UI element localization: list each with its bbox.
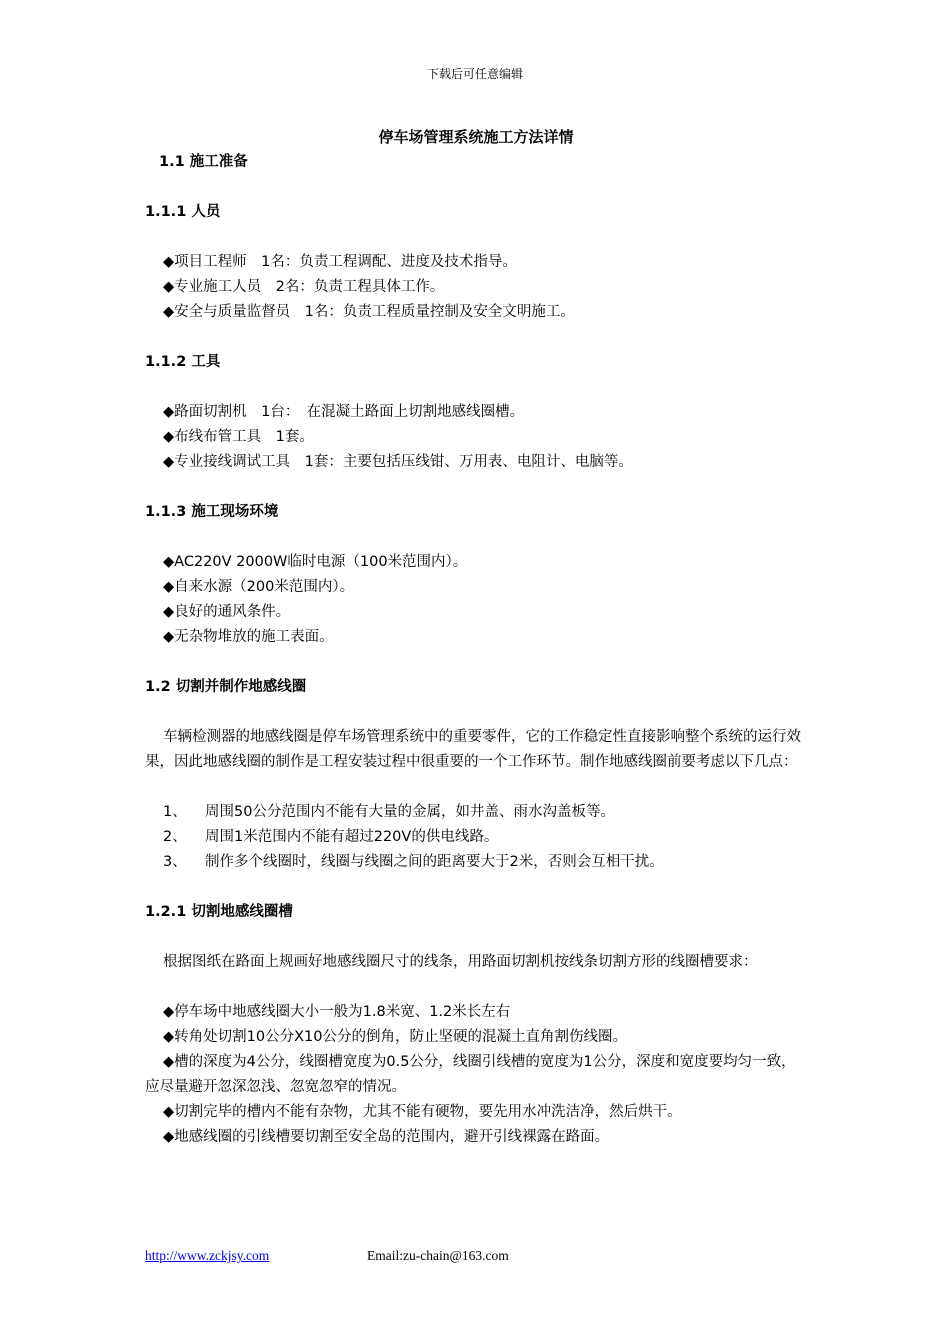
list-item: ◆转角处切割10公分X10公分的倒角，防止坚硬的混凝土直角割伤线圈。 bbox=[163, 1029, 627, 1045]
list-item: ◆槽的深度为4公分，线圈槽宽度为0.5公分，线圈引线槽的宽度为1公分，深度和宽度要均匀一致，应尽量避开忽深忽浅、忽宽忽窄的情况。 bbox=[145, 1054, 796, 1095]
document-body bbox=[145, 124, 807, 1150]
numbered-item bbox=[145, 850, 807, 875]
list-item: ◆AC220V 2000W临时电源（100米范围内）。 bbox=[163, 554, 468, 570]
list-item: ◆专业接线调试工具 1套：主要包括压线钳、万用表、电阻计、电脑等。 bbox=[163, 454, 633, 470]
item-number: 3、 bbox=[163, 854, 187, 870]
item-text: 周围50公分范围内不能有大量的金属，如井盖、雨水沟盖板等。 bbox=[205, 804, 615, 820]
list-item: ◆无杂物堆放的施工表面。 bbox=[163, 629, 334, 645]
list-item: ◆停车场中地感线圈大小一般为1.8米宽、1.2米长左右 bbox=[163, 1004, 511, 1020]
section-heading-1-2: 1.2 切割并制作地感线圈 bbox=[145, 679, 307, 695]
list-item: ◆安全与质量监督员 1名：负责工程质量控制及安全文明施工。 bbox=[163, 304, 575, 320]
list-item: ◆良好的通风条件。 bbox=[163, 604, 291, 620]
item-number: 2、 bbox=[163, 829, 187, 845]
list-item: ◆自来水源（200米范围内）。 bbox=[163, 579, 355, 595]
numbered-item bbox=[145, 800, 807, 825]
list-item: ◆地感线圈的引线槽要切割至安全岛的范围内，避开引线裸露在路面。 bbox=[163, 1129, 610, 1145]
section-heading-1-1-3: 1.1.3 施工现场环境 bbox=[145, 504, 279, 520]
item-text: 制作多个线圈时，线圈与线圈之间的距离要大于2米，否则会互相干扰。 bbox=[205, 854, 664, 870]
document-title: 停车场管理系统施工方法详情 bbox=[378, 128, 574, 146]
list-item: ◆切割完毕的槽内不能有杂物，尤其不能有硬物，要先用水冲洗洁净，然后烘干。 bbox=[163, 1104, 682, 1120]
list-item: ◆专业施工人员 2名：负责工程具体工作。 bbox=[163, 279, 445, 295]
paragraph: 车辆检测器的地感线圈是停车场管理系统中的重要零件，它的工作稳定性直接影响整个系统的运行效果，因此地感线圈的制作是工程安装过程中很重要的一个工作环节。制作地感线圈前要考虑以下几点： bbox=[145, 729, 801, 770]
list-item: ◆路面切割机 1台： 在混凝土路面上切割地感线圈槽。 bbox=[163, 404, 525, 420]
page-footer bbox=[145, 1247, 807, 1265]
section-heading-1-1: 1.1 施工准备 bbox=[159, 154, 248, 170]
item-number: 1、 bbox=[163, 804, 187, 820]
item-text: 周围1米范围内不能有超过220V的供电线路。 bbox=[205, 829, 499, 845]
website-link[interactable]: http://www.zckjsy.com bbox=[145, 1248, 270, 1263]
section-heading-1-2-1: 1.2.1 切割地感线圈槽 bbox=[145, 904, 293, 920]
section-heading-1-1-1: 1.1.1 人员 bbox=[145, 204, 221, 220]
numbered-item bbox=[145, 825, 807, 850]
section-heading-1-1-2: 1.1.2 工具 bbox=[145, 354, 221, 370]
list-item: ◆布线布管工具 1套。 bbox=[163, 429, 314, 445]
contact-email: Email:zu-chain@163.com bbox=[367, 1248, 509, 1263]
list-item: ◆项目工程师 1名：负责工程调配、进度及技术指导。 bbox=[163, 254, 517, 270]
header-note: 下载后可任意编辑 bbox=[426, 67, 523, 81]
paragraph: 根据图纸在路面上规画好地感线圈尺寸的线条，用路面切割机按线条切割方形的线圈槽要求： bbox=[163, 954, 758, 970]
